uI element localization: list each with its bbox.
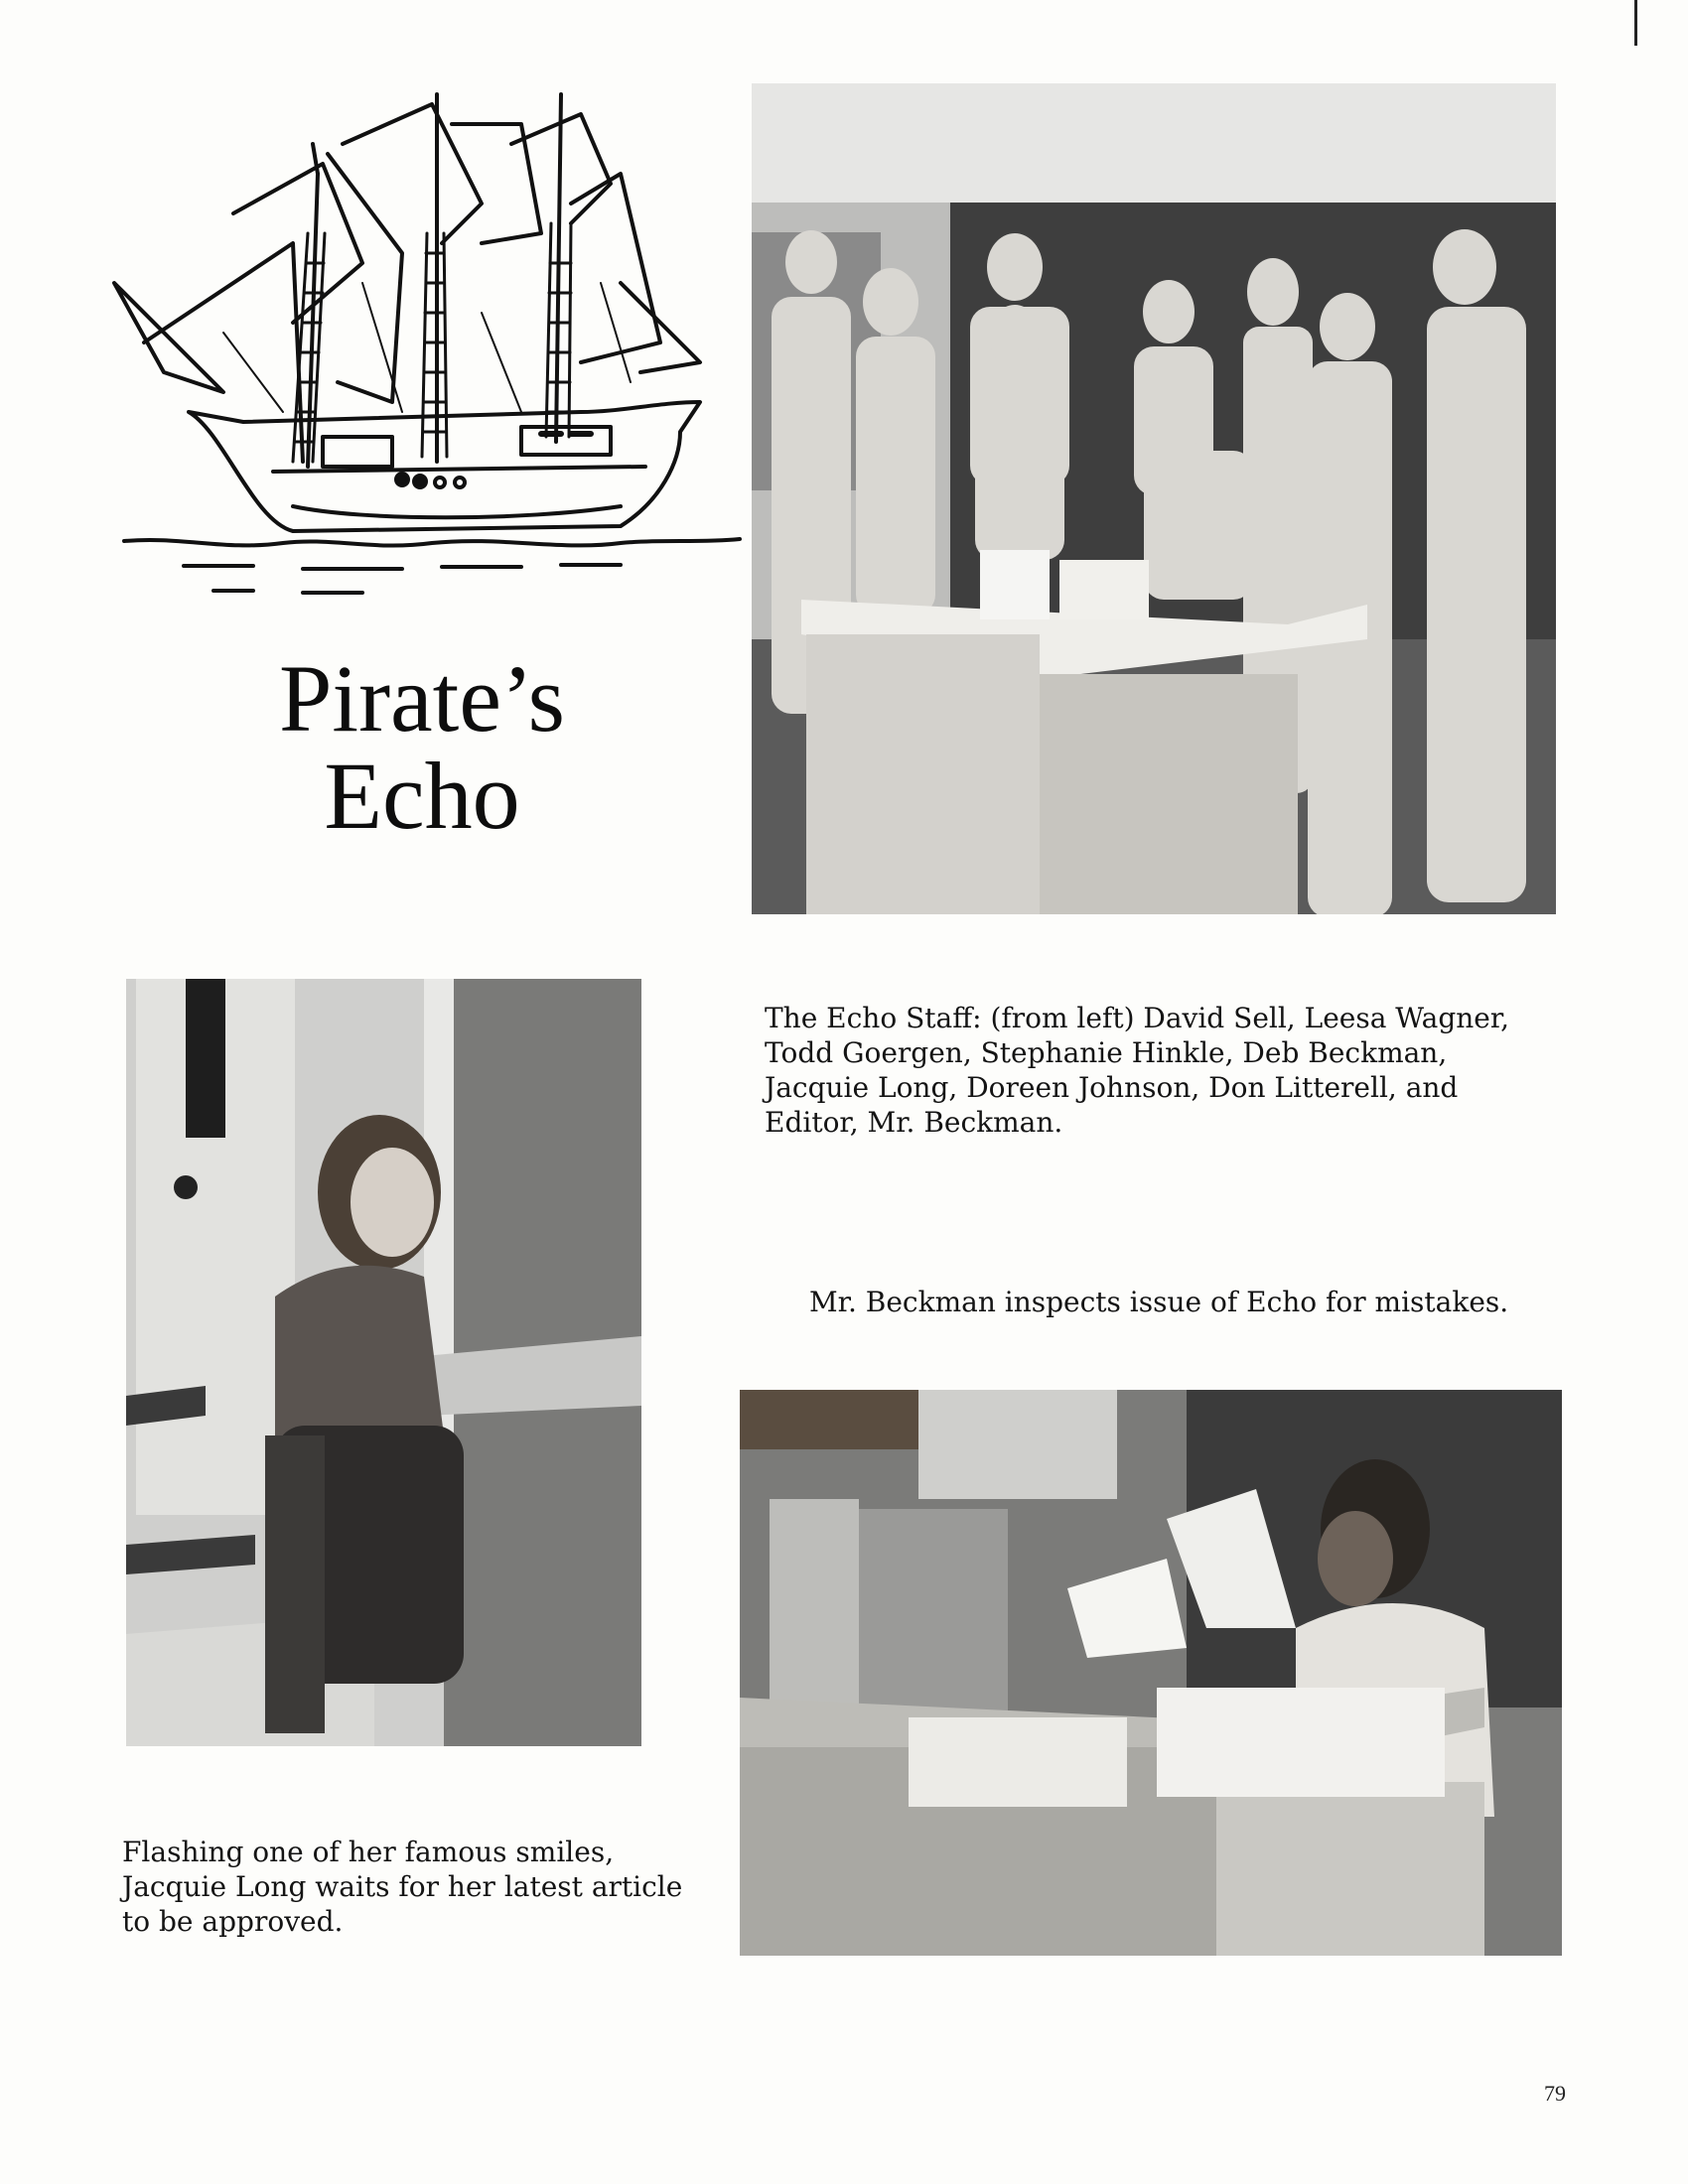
page-number: 79 <box>1544 2081 1566 2106</box>
beckman-caption: Mr. Beckman inspects issue of Echo for mistakes. <box>809 1286 1509 1318</box>
page-title <box>159 645 685 849</box>
page-title-line-1: Pirate’s <box>279 645 565 751</box>
group-photo-icon <box>752 83 1556 914</box>
staff-group-photo <box>752 83 1556 914</box>
portrait-photo-icon <box>126 979 641 1746</box>
staff-caption: The Echo Staff: (from left) David Sell, Leesa Wagner, Todd Goergen, Stephanie Hinkle, Deb Beckman, Jacquie Long, Doreen Johnson, Don Litterell, and Editor, Mr. Beckman. <box>765 1002 1510 1139</box>
sailing-ship-icon <box>104 84 760 601</box>
jacquie-caption: Flashing one of her famous smiles, Jacquie Long waits for her latest article to be approved. <box>122 1836 683 1938</box>
mr-beckman-photo <box>740 1390 1562 1956</box>
page-title-line-2: Echo <box>324 743 520 849</box>
desk-photo-icon <box>740 1390 1562 1956</box>
jacquie-long-photo <box>126 979 641 1746</box>
page-edge-mark <box>1634 0 1637 46</box>
